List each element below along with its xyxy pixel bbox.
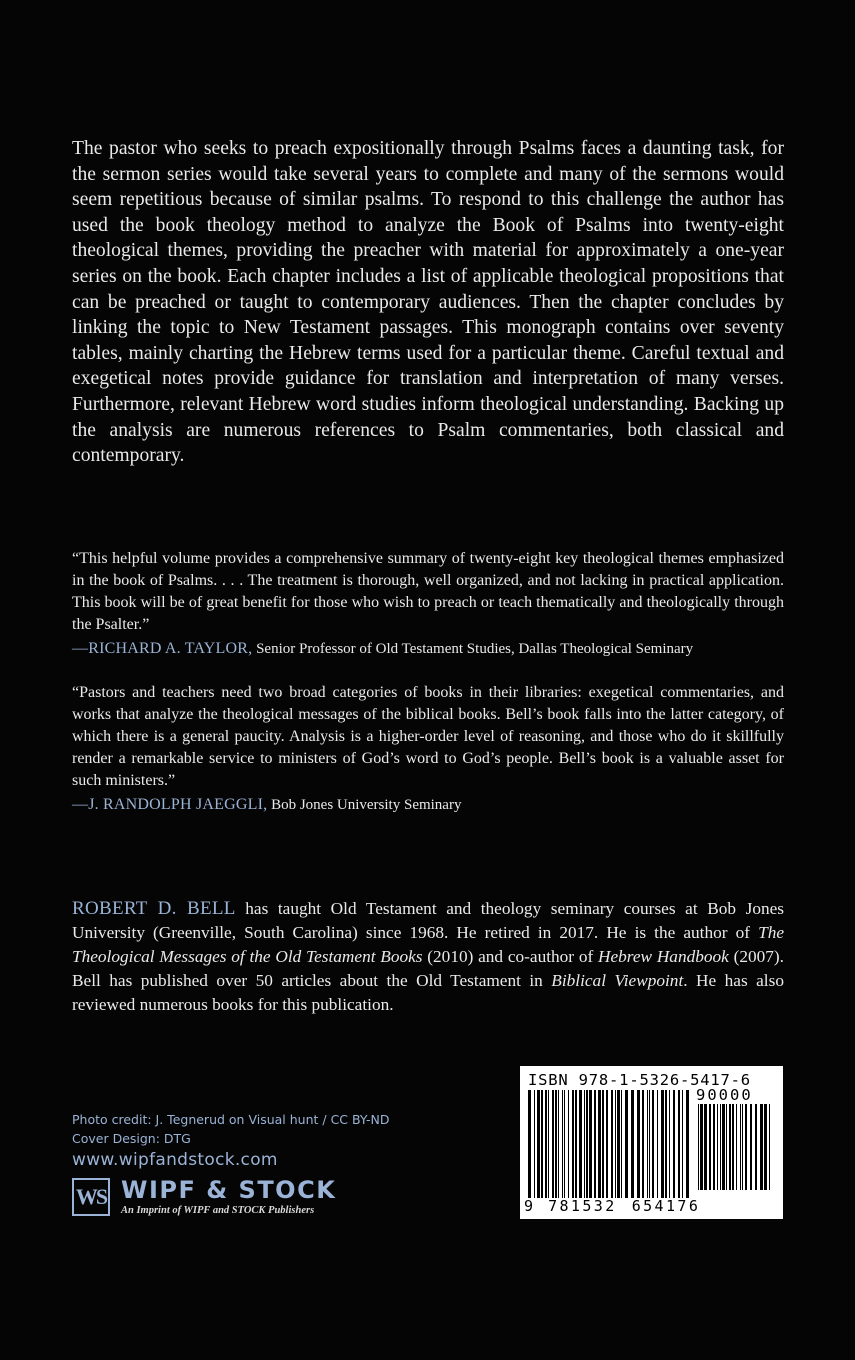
ws-logo-icon: WS bbox=[72, 1178, 110, 1216]
book-title: Hebrew Handbook bbox=[597, 947, 729, 966]
barcode-bar bbox=[673, 1090, 675, 1198]
barcode-bar bbox=[647, 1090, 648, 1198]
barcode-digit-first: 9 bbox=[524, 1197, 534, 1215]
barcode-bar bbox=[720, 1104, 721, 1190]
barcode-bar bbox=[678, 1090, 680, 1198]
barcode-bar bbox=[745, 1104, 747, 1190]
barcode-bar bbox=[631, 1090, 634, 1198]
barcode-bar bbox=[537, 1090, 540, 1198]
barcode-bar bbox=[755, 1104, 757, 1190]
barcode-bar bbox=[722, 1104, 725, 1190]
barcode-digits bbox=[524, 1197, 700, 1215]
barcode-bar bbox=[704, 1104, 707, 1190]
barcode-bar bbox=[729, 1104, 731, 1190]
barcode-bar bbox=[732, 1104, 734, 1190]
endorsement-quote: “Pastors and teachers need two broad categories of books in their libraries: exegetical commentaries, and works that analyze the theological messages of the biblical books. Bell’s book falls into the latter category, of which there is a general paucity. Analysis is a higher-order level of reasoning, and those who do it skillfully render a remarkable service to ministers of God’s word to God’s people. Bell’s book is a valuable asset for such ministers.” bbox=[72, 684, 784, 789]
barcode-bar bbox=[584, 1090, 585, 1198]
barcode-bar bbox=[717, 1104, 718, 1190]
journal-title: Biblical Viewpoint bbox=[551, 971, 684, 990]
barcode-bar bbox=[545, 1090, 547, 1198]
barcode-bar bbox=[742, 1104, 743, 1190]
barcode-digits-right: 654176 bbox=[631, 1197, 701, 1215]
barcode-bar bbox=[621, 1090, 622, 1198]
barcode-bar bbox=[548, 1090, 549, 1198]
publisher-name: WIPF & STOCK bbox=[121, 1176, 337, 1204]
endorser-affiliation: Bob Jones University Seminary bbox=[267, 797, 462, 813]
publisher-tagline: An Imprint of WIPF and STOCK Publishers bbox=[121, 1205, 315, 1216]
author-name: ROBERT D. BELL bbox=[72, 898, 236, 919]
endorsement-quote: “This helpful volume provides a comprehensive summary of twenty-eight key theological themes emphasized in the book of Psalms. . . . The treatment is thorough, well organized, and not lacking in practical application. This book will be of great benefit for those who wish to preach or teach thematically and theologically through the Psalter.” bbox=[72, 550, 784, 633]
isbn-number: ISBN 978-1-5326-5417-6 bbox=[528, 1071, 751, 1089]
bio-text: (2010) and co-author of bbox=[422, 947, 598, 966]
barcode-bar bbox=[594, 1090, 596, 1198]
barcode-bar bbox=[637, 1090, 640, 1198]
barcode-bar bbox=[552, 1090, 554, 1198]
barcode-bar bbox=[713, 1104, 715, 1190]
cover-credits bbox=[72, 1110, 390, 1148]
barcode-bar bbox=[575, 1090, 577, 1198]
barcode-bar bbox=[698, 1104, 699, 1190]
barcode-bar bbox=[736, 1104, 737, 1190]
endorser-affiliation: Senior Professor of Old Testament Studies, Dallas Theological Seminary bbox=[252, 641, 694, 657]
barcode-bar bbox=[649, 1090, 650, 1198]
barcode-bar bbox=[700, 1104, 703, 1190]
author-bio bbox=[72, 897, 784, 1017]
barcode-bar bbox=[769, 1104, 770, 1190]
endorsement-attribution bbox=[72, 638, 784, 660]
endorser-name: —RICHARD A. TAYLOR, bbox=[72, 640, 253, 657]
barcode-bar bbox=[558, 1090, 559, 1198]
barcode-bar bbox=[598, 1090, 601, 1198]
barcode-bar bbox=[669, 1090, 670, 1198]
barcode-bar bbox=[625, 1090, 628, 1198]
barcode-bar bbox=[709, 1104, 711, 1190]
photo-credit: Photo credit: J. Tegnerud on Visual hunt / CC BY-ND bbox=[72, 1112, 390, 1127]
barcode-bar bbox=[760, 1104, 763, 1190]
barcode-bar bbox=[579, 1090, 582, 1198]
barcode-bar bbox=[555, 1090, 557, 1198]
back-cover-blurb: The pastor who seeks to preach expositionally through Psalms faces a daunting task, for the sermon series would take several years to complete and many of the sermons would seem repetitious because of similar psalms. To respond to this challenge the author has used the book theology method to analyze the Book of Psalms into twenty-eight theological themes, providing the preacher with material for approximately a one-year series on the book. Each chapter includes a list of applicable theological propositions that can be preached or taught to contemporary audiences. Then the chapter concludes by linking the topic to New Testament passages. This monograph contains over seventy tables, mainly charting the Hebrew terms used for a particular theme. Careful textual and exegetical notes provide guidance for translation and interpretation of many verses. Furthermore, relevant Hebrew word studies inform theological understanding. Backing up the analysis are numerous references to Psalm commentaries, both classical and contemporary. bbox=[72, 138, 784, 467]
addon-barcode-bars bbox=[698, 1104, 774, 1190]
endorser-name: —J. RANDOLPH JAEGGLI, bbox=[72, 796, 268, 813]
barcode-bar bbox=[665, 1090, 667, 1198]
barcode-bar bbox=[726, 1104, 727, 1190]
barcode-bar bbox=[615, 1090, 616, 1198]
barcode-bar bbox=[661, 1090, 664, 1198]
barcode-bar bbox=[534, 1090, 535, 1198]
barcode-bar bbox=[572, 1090, 574, 1198]
barcode-bar bbox=[564, 1090, 565, 1198]
book-title: The Theological Messages of the Old Testament Books bbox=[72, 923, 784, 966]
barcode-bar bbox=[528, 1090, 531, 1198]
bio-text: (2007). Bell has published over 50 articles about the Old Testament in bbox=[72, 947, 784, 990]
barcode-bar bbox=[617, 1090, 620, 1198]
barcode-bar bbox=[589, 1090, 592, 1198]
barcode-bar bbox=[541, 1090, 543, 1198]
barcode-bar bbox=[652, 1090, 654, 1198]
publisher-logo bbox=[72, 1178, 372, 1220]
endorsement-taylor bbox=[72, 548, 784, 660]
barcode-digits-left: 781532 bbox=[548, 1197, 617, 1215]
endorsement-jaeggli bbox=[72, 682, 784, 816]
barcode-bar bbox=[686, 1090, 689, 1198]
barcode-bar bbox=[568, 1090, 569, 1198]
barcode-bar bbox=[606, 1090, 608, 1198]
barcode-bar bbox=[740, 1104, 741, 1190]
bio-text: has taught Old Testament and theology seminary courses at Bob Jones University (Greenville, South Carolina) since 1968. He retired in 2017. He is the author of bbox=[72, 899, 784, 942]
barcode-bar bbox=[657, 1090, 658, 1198]
barcode-bar bbox=[750, 1104, 752, 1190]
publisher-website: www.wipfandstock.com bbox=[72, 1150, 278, 1170]
barcode-bar bbox=[682, 1090, 683, 1198]
isbn-barcode bbox=[520, 1066, 783, 1219]
barcode-bar bbox=[642, 1090, 644, 1198]
endorsement-attribution bbox=[72, 794, 784, 816]
barcode-bar bbox=[611, 1090, 613, 1198]
barcode-bar bbox=[562, 1090, 563, 1198]
bio-text: . He has also reviewed numerous books for this publication. bbox=[72, 971, 784, 1014]
barcode-bar bbox=[586, 1090, 588, 1198]
ean-barcode-bars bbox=[528, 1090, 692, 1198]
design-credit: Cover Design: DTG bbox=[72, 1131, 191, 1146]
barcode-bar bbox=[764, 1104, 767, 1190]
barcode-bar bbox=[602, 1090, 604, 1198]
price-addon: 90000 bbox=[696, 1086, 753, 1104]
